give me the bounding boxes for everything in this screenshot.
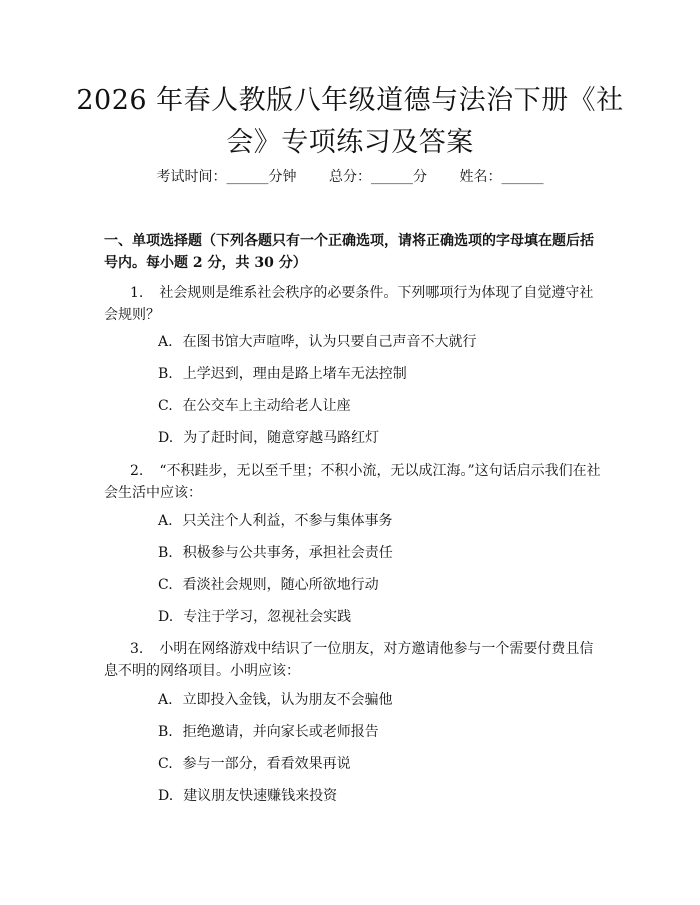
- option-text: 立即投入金钱，认为朋友不会骗他: [182, 692, 393, 708]
- question-2: [104, 460, 604, 504]
- option-3b: [158, 722, 598, 742]
- option-text: 积极参与公共事务，承担社会责任: [182, 545, 393, 561]
- page-title: 2026 年春人教版八年级道德与法治下册《社会》专项练习及答案: [76, 85, 624, 158]
- option-text: 拒绝邀请，并向家长或老师报告: [182, 724, 379, 740]
- option-2a: [158, 511, 598, 531]
- option-1b: [158, 364, 598, 384]
- option-text: 上学迟到，理由是路上堵车无法控制: [182, 366, 407, 382]
- option-text: 为了赶时间，随意穿越马路红灯: [183, 430, 380, 446]
- question-number: 3.: [130, 641, 144, 657]
- question-text: “不积跬步，无以至千里；不积小流，无以成江海。”这句话启示我们在社会生活中应该：: [104, 463, 601, 501]
- option-letter: C.: [158, 577, 173, 593]
- option-2b: [158, 543, 598, 563]
- option-1c: [158, 396, 598, 416]
- option-3c: [158, 754, 598, 774]
- option-text: 建议朋友快速赚钱来投资: [183, 788, 338, 804]
- section-heading-single-choice: 一、单项选择题（下列各题只有一个正确选项，请将正确选项的字母填在题后括号内。每小题 2 分，共 30 分）: [104, 233, 594, 271]
- name-field: 姓名：______: [459, 169, 544, 185]
- option-3d: [158, 786, 598, 806]
- option-text: 参与一部分，看看效果再说: [182, 756, 351, 772]
- option-text: 看淡社会规则，随心所欲地行动: [182, 577, 379, 593]
- option-letter: D.: [158, 609, 174, 625]
- option-text: 专注于学习，忽视社会实践: [183, 609, 352, 625]
- total-score-field: 总分：______分: [329, 169, 427, 185]
- question-text: 小明在网络游戏中结识了一位朋友，对方邀请他参与一个需要付费且信息不明的网络项目。小明应该：: [104, 641, 594, 679]
- option-2d: [158, 607, 598, 627]
- option-letter: D.: [158, 788, 174, 804]
- option-text: 在公交车上主动给老人让座: [182, 398, 351, 414]
- option-letter: B.: [158, 545, 173, 561]
- option-letter: C.: [158, 398, 173, 414]
- option-letter: A.: [158, 513, 173, 529]
- option-letter: D.: [158, 430, 174, 446]
- option-1d: [158, 428, 598, 448]
- question-1: [104, 282, 604, 326]
- question-3: [104, 638, 604, 682]
- question-number: 1.: [130, 285, 144, 301]
- option-letter: B.: [158, 724, 173, 740]
- option-letter: A.: [158, 334, 173, 350]
- option-3a: [158, 690, 598, 710]
- option-letter: B.: [158, 366, 173, 382]
- option-2c: [158, 575, 598, 595]
- option-1a: [158, 332, 598, 352]
- option-letter: C.: [158, 756, 173, 772]
- option-text: 只关注个人利益，不参与集体事务: [182, 513, 393, 529]
- question-text: 社会规则是维系社会秩序的必要条件。下列哪项行为体现了自觉遵守社会规则？: [104, 285, 594, 323]
- exam-time-field: 考试时间：______分钟: [156, 169, 297, 185]
- option-text: 在图书馆大声喧哗，认为只要自己声音不大就行: [182, 334, 477, 350]
- exam-info-line: [0, 167, 700, 187]
- option-letter: A.: [158, 692, 173, 708]
- question-number: 2.: [130, 463, 144, 479]
